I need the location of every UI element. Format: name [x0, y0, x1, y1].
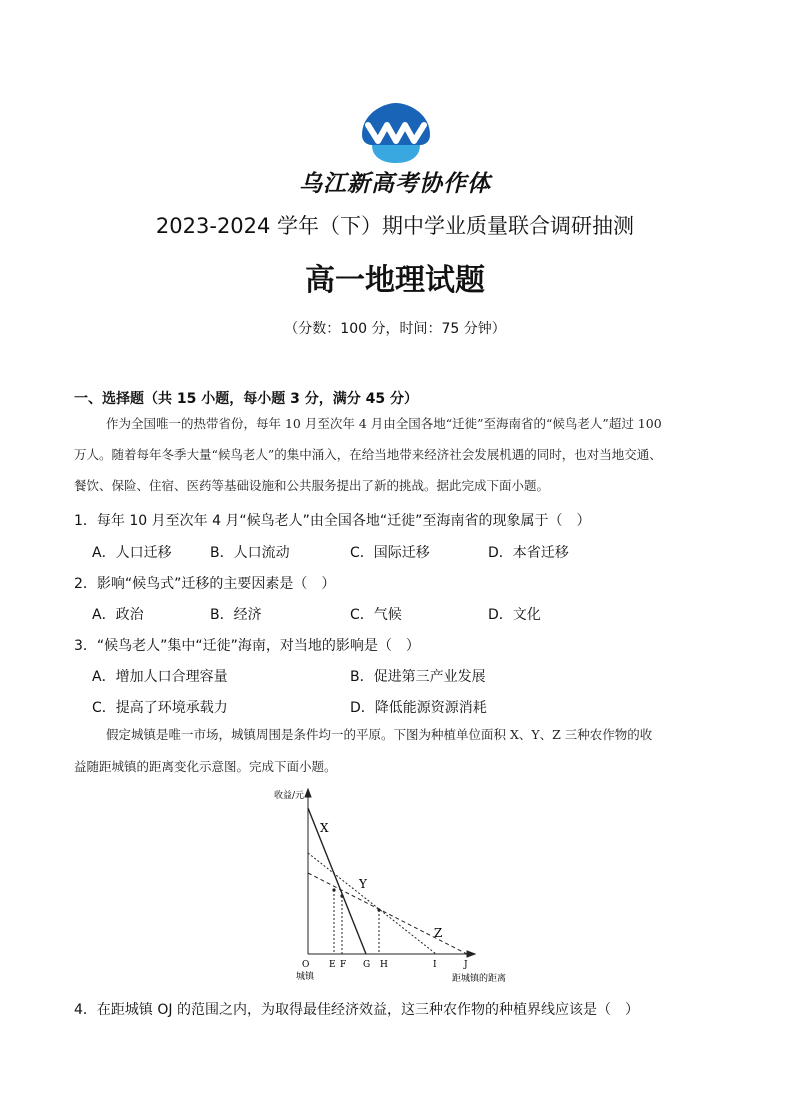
curve-label-y: Y [359, 877, 367, 891]
curve-x [308, 808, 366, 954]
question-4: 4．在距城镇 OJ 的范围之内，为取得最佳经济效益，这三种农作物的种植界线应该是（ ） [74, 1002, 639, 1018]
q1-option-b[interactable]: B．人口流动 [210, 545, 290, 561]
q3-option-a[interactable]: A．增加人口合理容量 [92, 669, 228, 685]
origin-label: O [302, 960, 310, 970]
q2-option-b[interactable]: B．经济 [210, 607, 262, 623]
q2-option-d[interactable]: D．文化 [488, 607, 541, 623]
question-3: 3．“候鸟老人”集中“迁徙”海南，对当地的影响是（ ） [74, 638, 420, 654]
q3-option-c[interactable]: C．提高了环境承载力 [92, 700, 228, 716]
q1-option-d[interactable]: D．本省迁移 [488, 545, 569, 561]
intersection-point [340, 894, 343, 897]
section-title: 一、选择题（共 15 小题，每小题 3 分，满分 45 分） [74, 391, 418, 407]
question-2: 2．影响“候鸟式”迁移的主要因素是（ ） [74, 576, 336, 592]
intersection-point [377, 908, 380, 911]
tick-g: G [363, 960, 371, 970]
tick-f: F [340, 960, 347, 970]
wujiang-logo [354, 101, 438, 165]
passage2-line: 假定城镇是唯一市场，城镇周围是条件均一的平原。下图为种植单位面积 X、Y、Z 三种农作物的收 [106, 727, 653, 742]
q3-option-b[interactable]: B．促进第三产业发展 [350, 669, 486, 685]
question-1: 1．每年 10 月至次年 4 月“候鸟老人”由全国各地“迁徙”至海南省的现象属于（ ） [74, 513, 591, 529]
q2-option-a[interactable]: A．政治 [92, 607, 144, 623]
y-axis-label: 收益/元 [274, 791, 305, 801]
curve-label-x: X [320, 821, 329, 835]
score-info: （分数：100 分，时间：75 分钟） [284, 321, 506, 337]
x-axis-label: 距城镇的距离 [452, 974, 507, 984]
curve-y [308, 853, 436, 954]
curve-label-z: Z [434, 926, 443, 940]
tick-i: I [433, 960, 437, 970]
intersection-point [332, 888, 335, 891]
origin-sublabel: 城镇 [296, 972, 315, 982]
q2-option-c[interactable]: C．气候 [350, 607, 402, 623]
x-axis-arrow [467, 951, 475, 957]
passage1-line: 餐饮、保险、住宿、医药等基础设施和公共服务提出了新的挑战。据此完成下面小题。 [74, 478, 550, 493]
y-axis-arrow [305, 789, 311, 797]
q1-option-c[interactable]: C．国际迁移 [350, 545, 430, 561]
crop-revenue-figure [270, 786, 510, 986]
subject-title: 高一地理试题 [305, 263, 485, 298]
passage1-line: 作为全国唯一的热带省份，每年 10 月至次年 4 月由全国各地“迁徙”至海南省的“候鸟老人”超过 100 [106, 416, 662, 431]
curve-z [308, 873, 467, 954]
passage1-line: 万人。随着每年冬季大量“候鸟老人”的集中涌入，在给当地带来经济社会发展机遇的同时，也对当地交通、 [74, 447, 662, 462]
tick-e: E [329, 960, 336, 970]
brand-name: 乌江新高考协作体 [299, 171, 491, 197]
passage2-line: 益随距城镇的距离变化示意图。完成下面小题。 [74, 759, 337, 774]
tick-j: J [464, 960, 468, 970]
q1-option-a[interactable]: A．人口迁移 [92, 545, 172, 561]
q3-option-d[interactable]: D．降低能源资源消耗 [350, 700, 487, 716]
tick-h: H [380, 960, 388, 970]
exam-title: 2023-2024 学年（下）期中学业质量联合调研抽测 [155, 214, 635, 238]
